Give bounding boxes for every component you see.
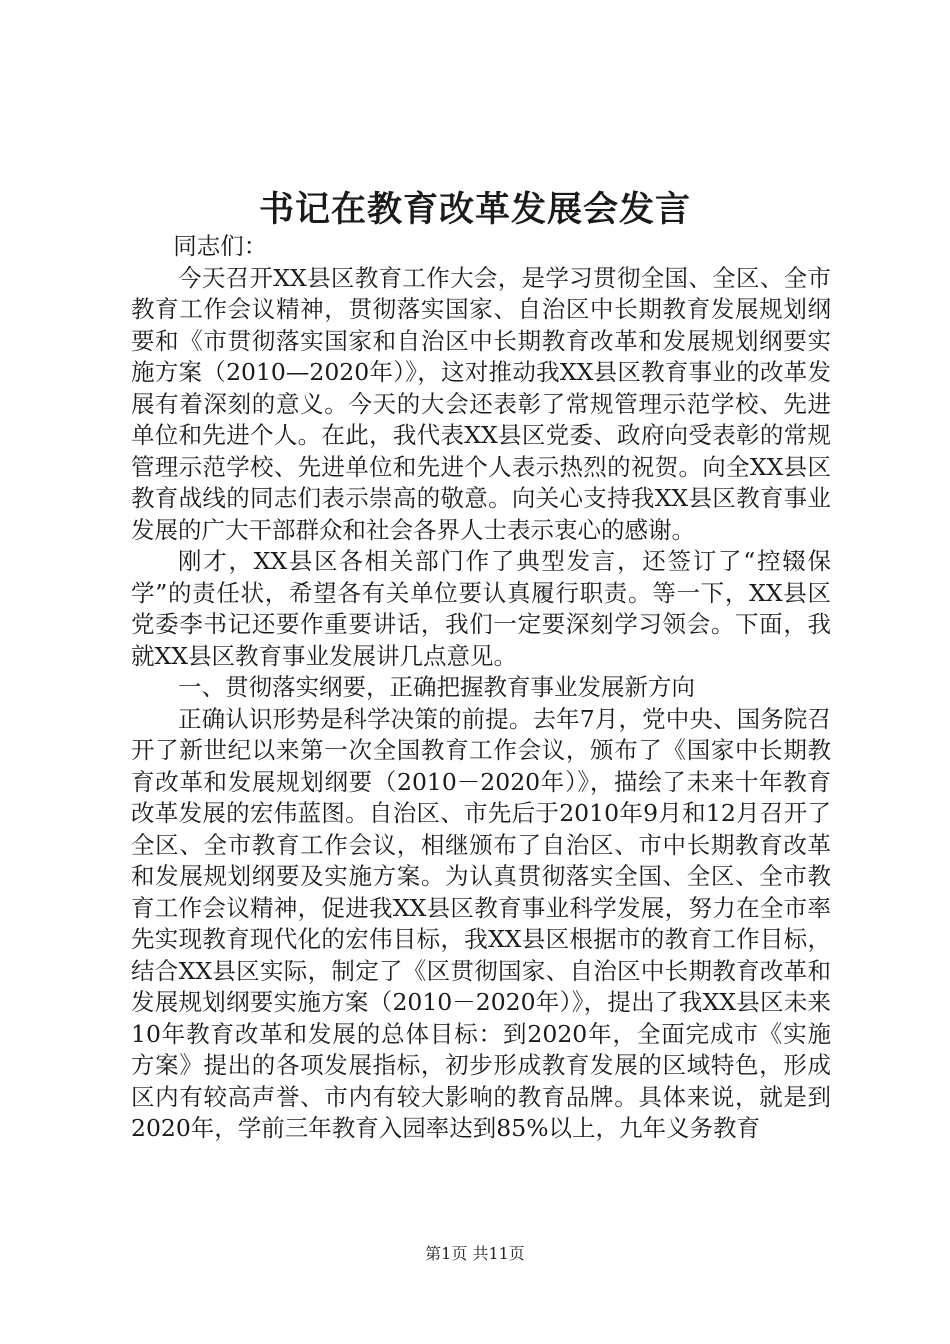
body-paragraph: 刚才，XX县区各相关部门作了典型发言，还签订了“控辍保学”的责任状，希望各有关单位要认真履行职责。等一下，XX县区党委李书记还要作重要讲话，我们一定要深刻学习领会。下面，我就XX县区教育事业发展讲几点意见。 [131, 547, 831, 670]
body-paragraph: 今天召开XX县区教育工作大会，是学习贯彻全国、全区、全市教育工作会议精神，贯彻落实国家、自治区中长期教育发展规划纲要和《市贯彻落实国家和自治区中长期教育改革和发展规划纲要实施方案（2010—2020年）》，这对推动我XX县区教育事业的改革发展有着深刻的意义。今天的大会还表彰了常规管理示范学校、先进单位和先进个人。在此，我代表XX县区党委、政府向受表彰的常规管理示范学校、先进单位和先进个人表示热烈的祝贺。向全XX县区教育战线的同志们表示崇高的敬意。向关心支持我XX县区教育事业发展的广大干部群众和社会各界人士表示衷心的感谢。 [131, 263, 831, 544]
salutation: 同志们： [173, 232, 268, 260]
document-title: 书记在教育改革发展会发言 [258, 189, 691, 230]
document-body [131, 231, 831, 1145]
body-paragraph: 正确认识形势是科学决策的前提。去年7月，党中央、国务院召开了新世纪以来第一次全国教育工作会议，颁布了《国家中长期教育改革和发展规划纲要（2010－2020年）》，描绘了未来十年教育改革发展的宏伟蓝图。自治区、市先后于2010年9月和12月召开了全区、全市教育工作会议，相继颁布了自治区、市中长期教育改革和发展规划纲要及实施方案。为认真贯彻落实全国、全区、全市教育工作会议精神，促进我XX县区教育事业科学发展，努力在全市率先实现教育现代化的宏伟目标，我XX县区根据市的教育工作目标，结合XX县区实际，制定了《区贯彻国家、自治区中长期教育改革和发展规划纲要实施方案（2010－2020年）》，提出了我XX县区未来10年教育改革和发展的总体目标：到2020年，全面完成市《实施方案》提出的各项发展指标，初步形成教育发展的区域特色，形成区内有较高声誉、市内有较大影响的教育品牌。具体来说，就是到2020年，学前三年教育入园率达到85%以上，九年义务教育 [131, 704, 831, 1142]
section-heading: 一、贯彻落实纲要，正确把握教育事业发展新方向 [178, 673, 695, 701]
page-footer: 第1页 共11页 [425, 1244, 525, 1263]
